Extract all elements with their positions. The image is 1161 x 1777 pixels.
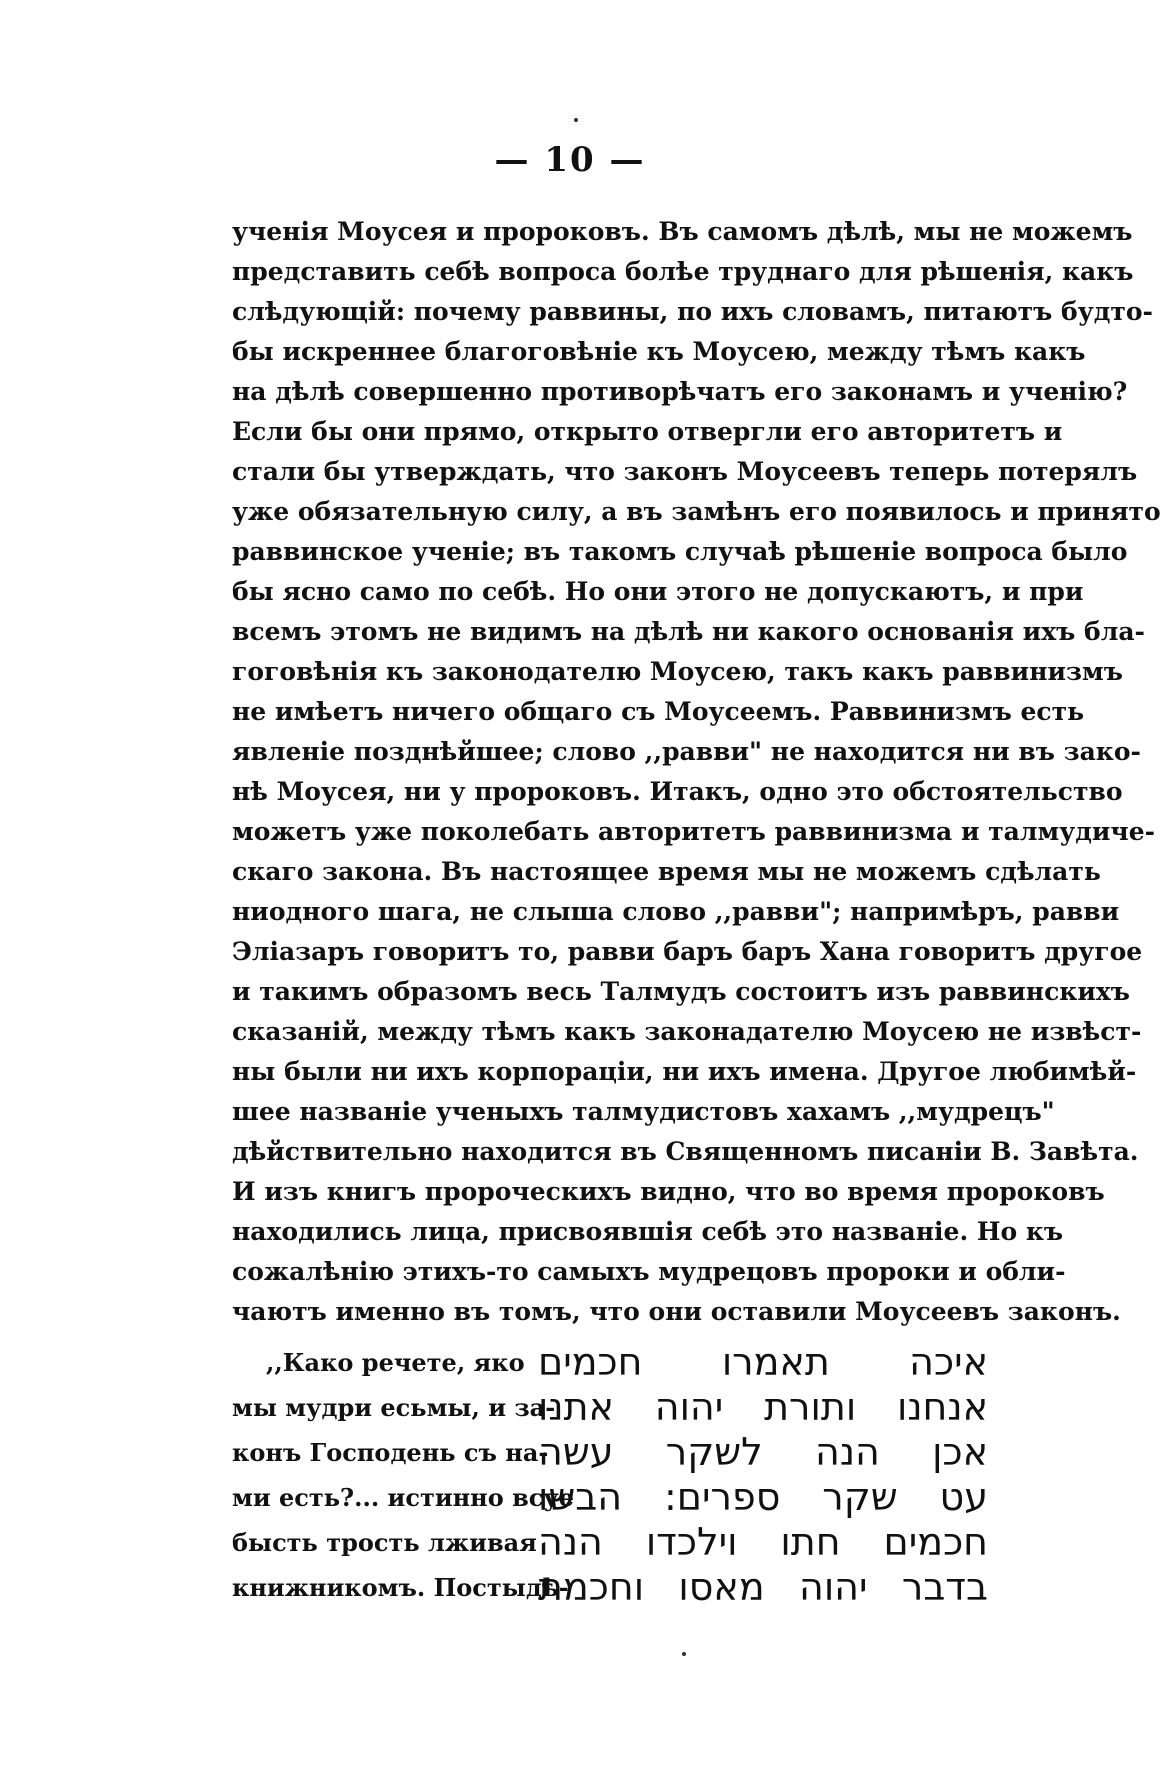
quote-russian-line: конъ Господень съ на- — [232, 1438, 549, 1467]
text-line: слѣдующій: почему раввины, по ихъ словамъ, питаютъ будто- — [232, 297, 1153, 326]
text-line: сказаній, между тѣмъ какъ законадателю Моусею не извѣст- — [232, 1017, 1142, 1046]
text-line: всемъ этомъ не видимъ на дѣлѣ ни какого основанія ихъ бла- — [232, 617, 1145, 646]
text-line: чаютъ именно въ томъ, что они оставили Моусеевъ законъ. — [232, 1297, 1121, 1326]
text-line: дѣйствительно находится въ Священномъ писаніи В. Завѣта. — [232, 1137, 1139, 1166]
quote-russian-line: мы мудри есьмы, и за- — [232, 1393, 556, 1422]
quote-russian-line: бысть трость лживая — [232, 1528, 537, 1557]
print-speck — [682, 1652, 686, 1656]
text-line: стали бы утверждать, что законъ Моусеевъ теперь потерялъ — [232, 457, 1138, 486]
scripture-quote — [232, 1340, 988, 1640]
quote-russian-line: ,,Како речете, яко — [266, 1348, 525, 1377]
text-line: Эліазаръ говоритъ то, равви баръ баръ Хана говоритъ другое — [232, 937, 1143, 966]
page-number: — 10 — — [494, 140, 646, 180]
quote-russian-line: книжникомъ. Постыдѣ- — [232, 1573, 569, 1602]
body-text — [232, 212, 1161, 1332]
text-line: Если бы они прямо, открыто отвергли его авторитетъ и — [232, 417, 1063, 446]
quote-hebrew-line: עט שקר ספרים: הבשו — [538, 1475, 988, 1519]
quote-russian-line: ми есть?... истинно всуе — [232, 1483, 575, 1512]
quote-hebrew-line: חכמים חתו וילכדו הנה — [538, 1520, 988, 1564]
text-line: И изъ книгъ пророческихъ видно, что во время пророковъ — [232, 1177, 1105, 1206]
text-line: на дѣлѣ совершенно противорѣчатъ его законамъ и ученію? — [232, 377, 1128, 406]
quote-hebrew — [538, 1340, 988, 1610]
text-line: шее названіе ученыхъ талмудистовъ хахамъ ,,мудрецъ" — [232, 1097, 1055, 1126]
print-speck — [574, 118, 578, 122]
quote-hebrew-line: אנחנו ותורת יהוה אתנו — [538, 1385, 988, 1429]
text-line: представить себѣ вопроса болѣе труднаго для рѣшенія, какъ — [232, 257, 1134, 286]
text-line: находились лица, присвоявшія себѣ это названіе. Но къ — [232, 1217, 1064, 1246]
text-line: нѣ Моусея, ни у пророковъ. Итакъ, одно это обстоятельство — [232, 777, 1123, 806]
text-line: уже обязательную силу, а въ замѣнъ его появилось и принято — [232, 497, 1161, 526]
text-line: гоговѣнія къ законодателю Моусею, такъ какъ раввинизмъ — [232, 657, 1123, 686]
text-line: бы ясно само по себѣ. Но они этого не допускаютъ, и при — [232, 577, 1084, 606]
text-line: бы искреннее благоговѣніе къ Моусею, между тѣмъ какъ — [232, 337, 1086, 366]
text-line: ученія Моусея и пророковъ. Въ самомъ дѣлѣ, мы не можемъ — [232, 217, 1133, 246]
quote-russian — [232, 1340, 575, 1610]
quote-hebrew-line: בדבר יהוה מאסו וחכמת — [538, 1565, 988, 1609]
text-line: и такимъ образомъ весь Талмудъ состоитъ изъ раввинскихъ — [232, 977, 1130, 1006]
text-line: ниодного шага, не слыша слово ,,равви"; напримѣръ, равви — [232, 897, 1120, 926]
text-line: явленіе позднѣйшее; слово ,,равви" не находится ни въ зако- — [232, 737, 1141, 766]
text-line: скаго закона. Въ настоящее время мы не можемъ сдѣлать — [232, 857, 1101, 886]
quote-hebrew-line: איכה תאמרו חכמים — [538, 1340, 988, 1384]
text-line: можетъ уже поколебать авторитетъ раввинизма и талмудиче- — [232, 817, 1156, 846]
quote-hebrew-line: אכן הנה לשקר עשה — [538, 1430, 988, 1474]
text-line: сожалѣнію этихъ-то самыхъ мудрецовъ пророки и обли- — [232, 1257, 1066, 1286]
text-line: не имѣетъ ничего общаго съ Моусеемъ. Раввинизмъ есть — [232, 697, 1085, 726]
text-line: ны были ни ихъ корпораціи, ни ихъ имена. Другое любимѣй- — [232, 1057, 1137, 1086]
text-line: раввинское ученіе; въ такомъ случаѣ рѣшеніе вопроса было — [232, 537, 1128, 566]
